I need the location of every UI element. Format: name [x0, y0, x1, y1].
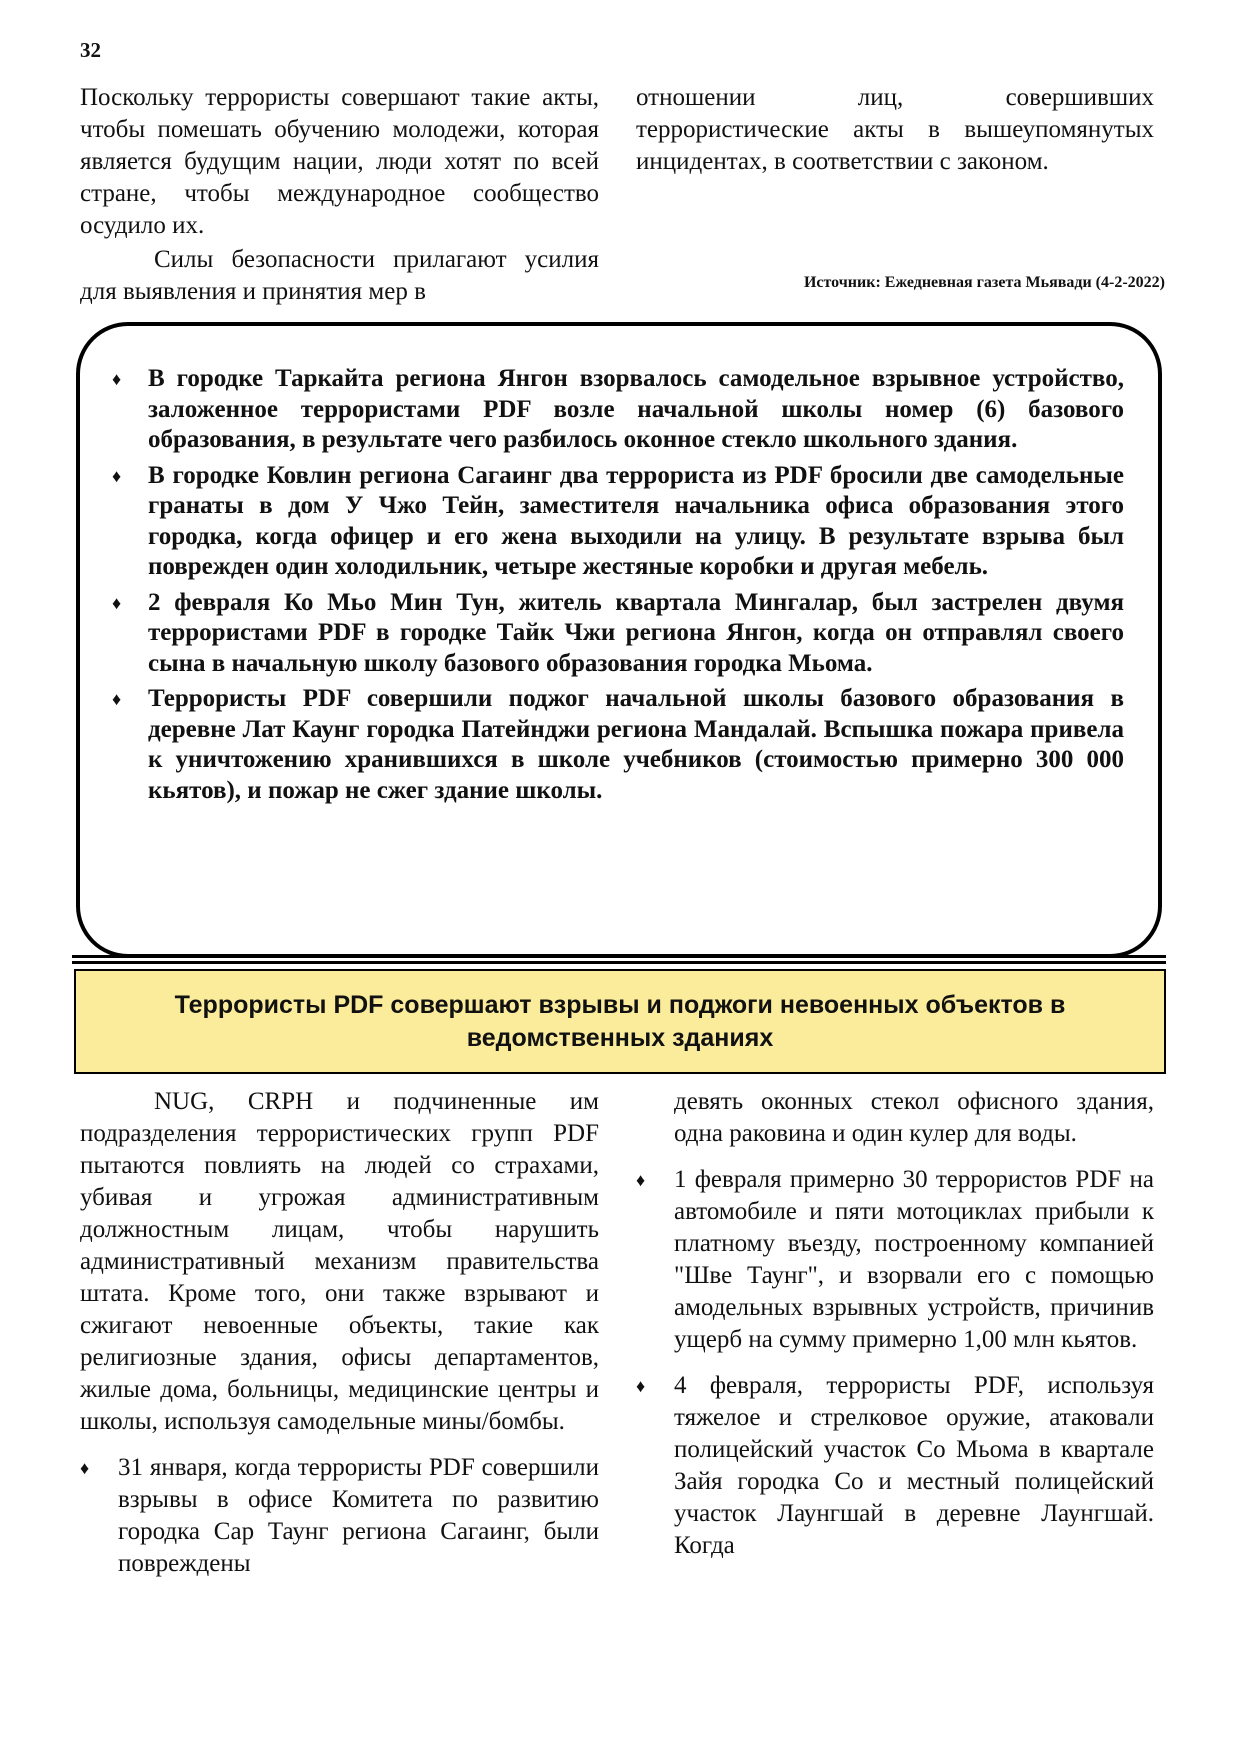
diamond-bullet-icon: ♦	[636, 1376, 646, 1396]
list-item	[80, 1452, 599, 1580]
bottom-right-column	[636, 1086, 1154, 1562]
list-item-text: В городке Ковлин региона Сагаинг два террориста из PDF бросили две самодельные гранаты в дом У Чжо Тейн, заместителя начальника офиса образования этого городка, когда офицер и его жена выходили на улицу. В результате взрыва был поврежден один холодильник, четыре жестяные коробки и другая мебель.	[148, 461, 1124, 580]
bottom-left-column	[80, 1086, 599, 1580]
diamond-bullet-icon: ♦	[112, 369, 122, 389]
diamond-bullet-icon: ♦	[112, 689, 122, 709]
incident-list	[80, 326, 1158, 806]
bottom-left-list	[80, 1452, 599, 1580]
list-item-text: Террористы PDF совершили поджог начальной школы базового образования в деревне Лат Каунг городка Патейнджи региона Мандалай. Вспышка пожара привела к уничтожению хранившихся в школе учебников (стоимостью примерно 300 000 кьятов), и пожар не сжег здание школы.	[148, 685, 1124, 804]
diamond-bullet-icon: ♦	[112, 465, 122, 486]
list-item	[636, 1164, 1154, 1356]
section-divider	[72, 961, 1166, 964]
section-banner	[74, 969, 1166, 1074]
list-item	[112, 364, 1124, 456]
paragraph: Силы безопасности прилагают усилия для выявления и принятия мер в	[80, 246, 599, 305]
page-number: 32	[80, 38, 101, 62]
list-item-text: 2 февраля Ко Мьо Мин Тун, житель квартала Мингалар, был застрелен двумя террористами PDF в городке Тайк Чжи региона Янгон, когда он отправлял своего сына в начальную школу базового образования городка Мьома.	[148, 588, 1124, 677]
list-item-text: 31 января, когда террористы PDF совершили взрывы в офисе Комитета по развитию городка Сар Таунг региона Сагаинг, были повреждены	[118, 1454, 599, 1577]
incident-box	[76, 322, 1162, 958]
paragraph: девять оконных стекол офисного здания, одна раковина и один кулер для воды.	[674, 1088, 1154, 1147]
bottom-right-list	[636, 1164, 1154, 1562]
section-title: Террористы PDF совершают взрывы и поджоги невоенных объектов в ведомственных зданиях	[174, 990, 1066, 1052]
paragraph: отношении лиц, совершивших террористические акты в вышеупомянутых инцидентах, в соответствии с законом.	[636, 84, 1154, 175]
list-item-text: В городке Таркайта региона Янгон взорвалось самодельное взрывное устройство, заложенное террористами PDF возле начальной школы номер (6) базового образования, в результате чего разбилось оконное стекло школьного здания.	[148, 365, 1124, 453]
list-item	[636, 1370, 1154, 1562]
list-item	[112, 588, 1124, 680]
list-item-text: 4 февраля, террористы PDF, используя тяжелое и стрелковое оружие, атаковали полицейский участок Со Мьома в квартале Зайя городка Со и местный полицейский участок Лаунгшай в деревне Лаунгшай. Когда	[674, 1372, 1154, 1559]
source-citation: Источник: Ежедневная газета Мьявади (4-2-2022)	[803, 274, 1165, 291]
paragraph: Поскольку террористы совершают такие акты, чтобы помешать обучению молодежи, которая является будущим нации, люди хотят по всей стране, чтобы международное сообщество осудило их.	[80, 84, 599, 239]
list-item	[112, 461, 1124, 583]
diamond-bullet-icon: ♦	[636, 1170, 646, 1190]
diamond-bullet-icon: ♦	[112, 592, 122, 613]
diamond-bullet-icon: ♦	[80, 1458, 90, 1478]
section-divider	[72, 955, 1166, 958]
top-right-column	[636, 82, 1154, 178]
paragraph: NUG, CRPH и подчиненные им подразделения террористических групп PDF пытаются повлиять на людей со страхами, убивая и угрожая административным должностным лицам, чтобы нарушить административный механизм правительства штата. Кроме того, они также взрывают и сжигают невоенные объекты, такие как религиозные здания, офисы департаментов, жилые дома, больницы, медицинские центры и школы, используя самодельные мины/бомбы.	[80, 1088, 599, 1435]
list-item	[112, 684, 1124, 806]
list-item-text: 1 февраля примерно 30 террористов PDF на автомобиле и пяти мотоциклах прибыли к платному въезду, построенному компанией "Шве Таунг", и взорвали его с помощью амодельных взрывных устройств, причинив ущерб на сумму примерно 1,00 млн кьятов.	[674, 1166, 1154, 1353]
top-left-column	[80, 82, 599, 308]
